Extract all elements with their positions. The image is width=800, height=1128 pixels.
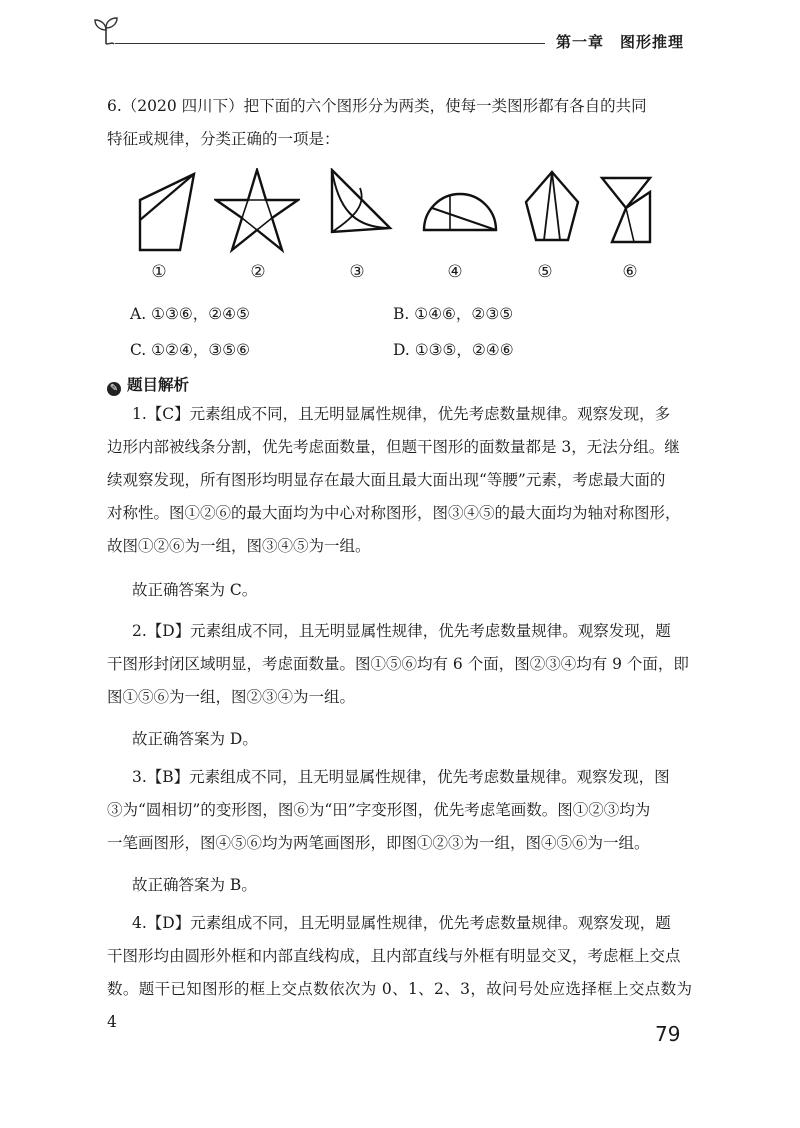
analysis-3-answer: 故正确答案为 B。 [132,876,257,894]
figure-3 [326,168,396,256]
figure-number-1: ① [151,262,167,282]
chapter-title: 第一章 图形推理 [556,33,685,51]
option-c: C. ①②④，③⑤⑥ [130,341,251,359]
figure-1 [138,168,198,256]
analysis-heading [107,373,189,396]
question-line-2: 特征或规律，分类正确的一项是： [107,130,340,148]
analysis-4-line-1: 4.【D】元素组成不同，且无明显属性规律，优先考虑数量规律。观察发现，题 [132,914,671,932]
option-a: A. ①③⑥，②④⑤ [130,305,250,323]
figure-number-4: ④ [447,262,463,282]
analysis-4-line-2: 干图形均由圆形外框和内部直线构成，且内部直线与外框有明显交叉，考虑框上交点 [107,947,681,965]
figure-2 [214,168,300,256]
page-header [0,0,800,70]
analysis-1-line-4: 对称性。图①②⑥的最大面均为中心对称图形，图③④⑤的最大面均为轴对称图形， [107,504,681,522]
analysis-2-answer: 故正确答案为 D。 [132,730,258,748]
figure-row [130,168,670,258]
analysis-2-line-1: 2.【D】元素组成不同，且无明显属性规律，优先考虑数量规律。观察发现，题 [132,622,671,640]
analysis-3-line-1: 3.【B】元素组成不同，且无明显属性规律，优先考虑数量规律。观察发现，图 [132,768,670,786]
analysis-1-line-5: 故图①②⑥为一组，图③④⑤为一组。 [107,537,371,555]
analysis-title: 题目解析 [127,375,190,394]
figure-number-5: ⑤ [537,262,553,282]
figure-number-6: ⑥ [622,262,638,282]
figure-5 [522,168,582,256]
analysis-1-line-1: 1.【C】元素组成不同，且无明显属性规律，优先考虑数量规律。观察发现，多 [132,405,671,423]
analysis-4-line-3: 数。题干已知图形的框上交点数依次为 0、1、2、3，故问号处应选择框上交点数为 4 [107,980,692,1031]
analysis-1-line-3: 续观察发现，所有图形均明显存在最大面且最大面出现“等腰”元素，考虑最大面的 [107,471,666,489]
analysis-1-answer: 故正确答案为 C。 [132,581,258,599]
sprout-icon [92,14,120,46]
header-rule [115,43,545,44]
analysis-3-line-3: 一笔画图形，图④⑤⑥均为两笔画图形，即图①②③为一组，图④⑤⑥为一组。 [107,834,650,852]
figure-4 [420,168,500,256]
analysis-icon: ✎ [107,382,121,396]
analysis-2-line-2: 干图形封闭区域明显，考虑面数量。图①⑤⑥均有 6 个面，图②③④均有 9 个面，即 [107,655,689,673]
analysis-3-line-2: ③为“圆相切”的变形图，图⑥为“田”字变形图，优先考虑笔画数。图①②③均为 [107,801,651,819]
analysis-1-line-2: 边形内部被线条分割，优先考虑面数量，但题干图形的面数量都是 3，无法分组。继 [107,438,680,456]
analysis-2-line-3: 图①⑤⑥为一组，图②③④为一组。 [107,688,356,706]
option-b: B. ①④⑥，②③⑤ [393,305,514,323]
option-d: D. ①③⑤，②④⑥ [393,341,514,359]
figure-number-3: ③ [349,262,365,282]
question-line-1: 6.（2020 四川下）把下面的六个图形分为两类，使每一类图形都有各自的共同 [107,97,647,115]
figure-number-2: ② [250,262,266,282]
figure-6 [598,168,656,256]
page-number: 79 [655,1022,681,1046]
